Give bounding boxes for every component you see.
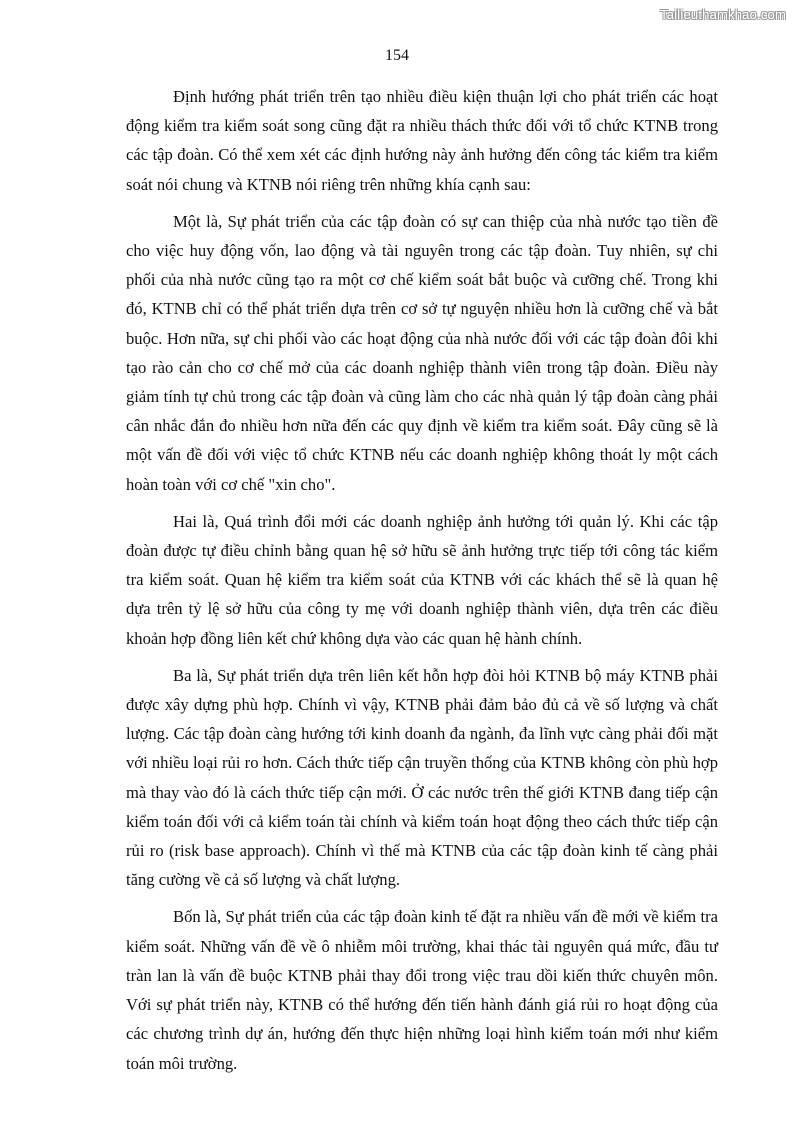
paragraph-ba-la: Ba là, Sự phát triển dựa trên liên kết hỗn hợp đòi hỏi KTNB bộ máy KTNB phải được xây dựng phù hợp. Chính vì vậy, KTNB phải đảm bảo đủ cả về số lượng và chất lượng. Các tập đoàn càng hướng tới kinh doanh đa ngành, đa lĩnh vực càng phải đối mặt với nhiều loại rủi ro hơn. Cách thức tiếp cận truyền thống của KTNB không còn phù hợp mà thay vào đó là cách thức tiếp cận mới. Ở các nước trên thế giới KTNB đang tiếp cận kiểm toán đối với cả kiểm toán tài chính và kiểm toán hoạt động theo cách thức tiếp cận rủi ro (risk base approach). Chính vì thế mà KTNB của các tập đoàn kinh tế càng phải tăng cường về cả số lượng và chất lượng. bbox=[126, 665, 718, 890]
page-number: 154 bbox=[385, 47, 409, 64]
paragraph-hai-la: Hai là, Quá trình đổi mới các doanh nghiệp ảnh hưởng tới quản lý. Khi các tập đoàn được tự điều chỉnh bằng quan hệ sở hữu sẽ ảnh hưởng trực tiếp tới công tác kiểm tra kiểm soát. Quan hệ kiểm tra kiểm soát của KTNB với các khách thể sẽ là quan hệ dựa trên tỷ lệ sở hữu của công ty mẹ với doanh nghiệp thành viên, dựa trên các điều khoản hợp đồng liên kết chứ không dựa vào các quan hệ hành chính. bbox=[126, 511, 718, 648]
paragraph-bon-la: Bốn là, Sự phát triển của các tập đoàn kinh tế đặt ra nhiều vấn đề mới về kiểm tra kiểm soát. Những vấn đề về ô nhiễm môi trường, khai thác tài nguyên quá mức, đầu tư tràn lan là vấn đề buộc KTNB phải thay đổi trong việc trau dồi kiến thức chuyên môn. Với sự phát triển này, KTNB có thể hướng đến tiến hành đánh giá rủi ro hoạt động của các chương trình dự án, hướng đến thực hiện những loại hình kiểm toán mới như kiểm toán môi trường. bbox=[126, 907, 718, 1073]
document-body bbox=[126, 82, 718, 1086]
paragraph-mot-la: Một là, Sự phát triển của các tập đoàn có sự can thiệp của nhà nước tạo tiền đề cho việc huy động vốn, lao động và tài nguyên trong các tập đoàn. Tuy nhiên, sự chi phối của nhà nước cũng tạo ra một cơ chế kiểm soát bắt buộc và cưỡng chế. Trong khi đó, KTNB chỉ có thể phát triển dựa trên cơ sở tự nguyện nhiều hơn là cưỡng chế và bắt buộc. Hơn nữa, sự chi phối vào các hoạt động của nhà nước đối với các tập đoàn đôi khi tạo rào cản cho cơ chế mở của các doanh nghiệp thành viên trong tập đoàn. Điều này giảm tính tự chủ trong các tập đoàn và cũng làm cho các nhà quản lý tập đoàn càng phải cân nhắc đắn đo nhiều hơn nữa đến các quy định về kiểm tra kiểm soát. Đây cũng sẽ là một vấn đề đối với việc tổ chức KTNB nếu các doanh nghiệp không thoát ly một cách hoàn toàn với cơ chế "xin cho". bbox=[126, 211, 718, 494]
paragraph-intro: Định hướng phát triển trên tạo nhiều điều kiện thuận lợi cho phát triển các hoạt động kiểm tra kiểm soát song cũng đặt ra nhiều thách thức đối với tổ chức KTNB trong các tập đoàn. Có thể xem xét các định hướng này ảnh hưởng đến công tác kiểm tra kiểm soát nói chung và KTNB nói riêng trên những khía cạnh sau: bbox=[126, 87, 718, 194]
watermark: Tailieuthamkhao.com bbox=[660, 7, 786, 22]
